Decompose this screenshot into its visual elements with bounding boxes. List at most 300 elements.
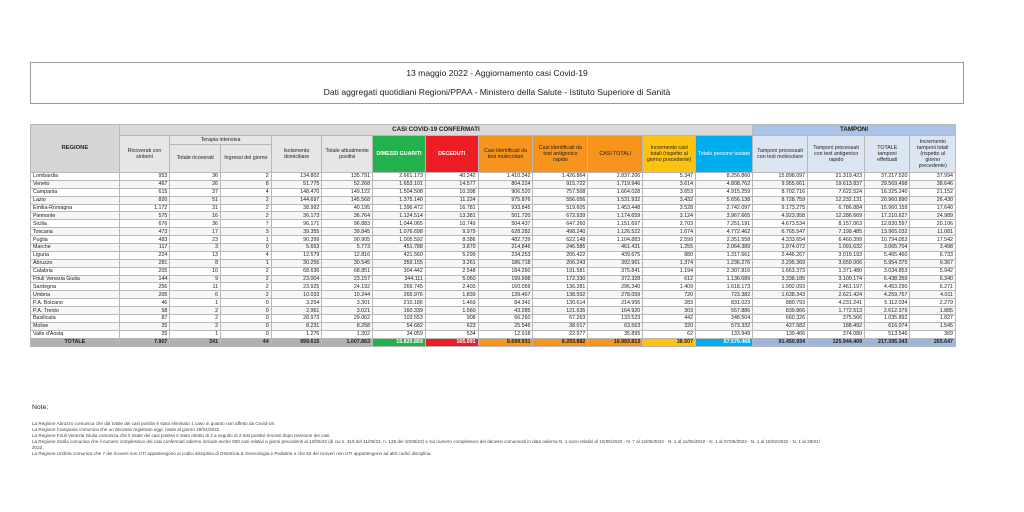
data-cell: 24.192 <box>322 283 373 291</box>
data-cell: 1.992.093 <box>753 283 808 291</box>
data-cell: 1.409 <box>643 283 696 291</box>
data-cell: 265.976 <box>373 291 426 299</box>
data-cell: 534 <box>425 330 478 338</box>
data-cell: 2.961 <box>271 307 322 315</box>
data-cell: 40.242 <box>425 173 478 181</box>
data-cell: 144.697 <box>271 196 322 204</box>
data-cell: 616.074 <box>865 322 910 330</box>
data-cell: 720 <box>643 291 696 299</box>
data-cell: 296.340 <box>588 283 643 291</box>
data-cell: 12.830.597 <box>865 220 910 228</box>
data-cell: 2 <box>170 322 221 330</box>
data-cell: 880.793 <box>753 299 808 307</box>
col-dimessi-guariti-header: DIMESSI GUARITI <box>373 136 426 173</box>
data-cell: 8.258 <box>322 322 373 330</box>
totals-cell: 1.007.863 <box>322 338 373 346</box>
data-cell: 205 <box>119 267 170 275</box>
data-cell: 2.279 <box>910 299 956 307</box>
data-cell: 3.498 <box>910 244 956 252</box>
table-row <box>31 283 956 291</box>
data-cell: 359.155 <box>373 259 426 267</box>
data-cell: 906.520 <box>478 188 533 196</box>
report-subtitle: Dati aggregati quotidiani Regioni/PPAA - Ministero della Salute - Istituto Superiore di Sanità <box>323 87 671 97</box>
data-cell: 344.111 <box>373 275 426 283</box>
data-cell: 672.939 <box>533 212 588 220</box>
data-cell: 63.563 <box>588 322 643 330</box>
region-name-cell: P.A. Bolzano <box>31 299 120 307</box>
data-cell: 3.065.704 <box>865 244 910 252</box>
data-cell: 25 <box>119 322 170 330</box>
col-tamponi-antigenico-header: Tamponi processati con test antigenico rapido <box>808 136 865 173</box>
data-cell: 0 <box>221 322 272 330</box>
data-cell: 1 <box>170 330 221 338</box>
totals-cell: 7.907 <box>119 338 170 346</box>
data-cell: 139.467 <box>478 291 533 299</box>
data-cell: 374.080 <box>808 330 865 338</box>
data-cell: 19.613.837 <box>808 180 865 188</box>
data-cell: 2.403 <box>425 283 478 291</box>
data-cell: 68.636 <box>271 267 322 275</box>
data-cell: 184.260 <box>478 267 533 275</box>
data-cell: 149.122 <box>322 188 373 196</box>
data-cell: 6.340 <box>910 275 956 283</box>
data-cell: 2.621.424 <box>808 291 865 299</box>
data-cell: 14.577 <box>425 180 478 188</box>
data-cell: 17.640 <box>910 204 956 212</box>
data-cell: 36 <box>170 173 221 181</box>
data-cell: 519.605 <box>533 204 588 212</box>
table-row <box>31 180 956 188</box>
data-cell: 2.064.389 <box>696 244 753 252</box>
region-name-cell: Valle d'Aosta <box>31 330 120 338</box>
data-cell: 5.954.375 <box>865 259 910 267</box>
data-cell: 130.614 <box>533 299 588 307</box>
region-name-cell: Piemonte <box>31 212 120 220</box>
data-cell: 2 <box>221 173 272 181</box>
data-cell: 5.060 <box>425 275 478 283</box>
data-cell: 1.531.932 <box>588 196 643 204</box>
col-casi-totali-header: CASI TOTALI <box>588 136 643 173</box>
data-cell: 3.432 <box>643 196 696 204</box>
data-cell: 1 <box>221 236 272 244</box>
data-cell: 1.453.448 <box>588 204 643 212</box>
data-cell: 8.157.063 <box>808 220 865 228</box>
data-cell: 3.261 <box>425 259 478 267</box>
col-attualmente-positivi-header: Totale attualmente positivi <box>322 136 373 173</box>
data-cell: 36.764 <box>322 212 373 220</box>
data-cell: 369 <box>910 330 956 338</box>
data-cell: 224 <box>119 251 170 259</box>
notes-title: Note: <box>32 404 49 411</box>
data-cell: 206.243 <box>533 259 588 267</box>
data-cell: 451.788 <box>373 244 426 252</box>
region-name-cell: Umbria <box>31 291 120 299</box>
data-cell: 676 <box>119 220 170 228</box>
report-title: 13 maggio 2022 - Aggiornamento casi Covid-19 <box>406 68 588 78</box>
data-cell: 269.745 <box>373 283 426 291</box>
data-cell: 8.702.716 <box>753 188 808 196</box>
data-cell: 148.470 <box>271 188 322 196</box>
data-cell: 1.126.522 <box>588 228 643 236</box>
table-body <box>31 173 956 339</box>
data-cell: 1.374 <box>643 259 696 267</box>
data-cell: 136.281 <box>533 283 588 291</box>
table-row <box>31 196 956 204</box>
data-cell: 304.442 <box>373 267 426 275</box>
data-cell: 1.663.373 <box>753 267 808 275</box>
data-cell: 3.124 <box>643 212 696 220</box>
data-cell: 839.866 <box>753 307 808 315</box>
data-cell: 1 <box>170 299 221 307</box>
data-cell: 5.465.460 <box>865 251 910 259</box>
data-cell: 58 <box>119 307 170 315</box>
data-cell: 10 <box>170 267 221 275</box>
data-cell: 17 <box>170 228 221 236</box>
col-incremento-tamponi-header: Incremento tamponi totali (rispetto al giorno precedente) <box>910 136 956 173</box>
totals-cell: 8.699.931 <box>478 338 533 346</box>
data-cell: 628.282 <box>478 228 533 236</box>
data-cell: 4.231.241 <box>808 299 865 307</box>
data-cell: 84.342 <box>478 299 533 307</box>
data-cell: 13.381 <box>425 212 478 220</box>
data-cell: 3.528 <box>643 204 696 212</box>
data-cell: 12.918 <box>478 330 533 338</box>
data-cell: 3.254 <box>271 299 322 307</box>
data-cell: 37.994 <box>910 173 956 181</box>
data-cell: 4 <box>221 188 272 196</box>
data-cell: 20.960.890 <box>865 196 910 204</box>
data-cell: 164.920 <box>588 307 643 315</box>
data-cell: 121.635 <box>533 307 588 315</box>
data-cell: 135.791 <box>322 173 373 181</box>
totals-cell: 217.395.343 <box>865 338 910 346</box>
data-cell: 1.276 <box>271 330 322 338</box>
region-name-cell: Calabria <box>31 267 120 275</box>
data-cell: 1.151.697 <box>588 220 643 228</box>
region-name-cell: Basilicata <box>31 315 120 323</box>
data-cell: 1.076.698 <box>373 228 426 236</box>
table-row <box>31 275 956 283</box>
data-cell: 3.653 <box>643 188 696 196</box>
data-cell: 1.674 <box>643 228 696 236</box>
data-cell: 2 <box>221 212 272 220</box>
data-cell: 1.827 <box>910 315 956 323</box>
totals-cell: 57.570.468 <box>696 338 753 346</box>
data-cell: 29.062 <box>322 315 373 323</box>
data-cell: 0 <box>221 330 272 338</box>
data-cell: 10.398 <box>425 188 478 196</box>
data-cell: 2.461.197 <box>808 283 865 291</box>
data-cell: 2.661.173 <box>373 173 426 181</box>
data-cell: 62 <box>643 330 696 338</box>
data-cell: 3.870 <box>425 244 478 252</box>
data-cell: 205 <box>119 291 170 299</box>
data-cell: 2.307.816 <box>696 267 753 275</box>
data-cell: 3.614 <box>643 180 696 188</box>
table-row <box>31 204 956 212</box>
col-test-antigenico-header: Casi identificati da test antigenico rapido <box>533 136 588 173</box>
data-cell: 348.504 <box>696 315 753 323</box>
data-cell: 442 <box>643 315 696 323</box>
data-cell: 556.056 <box>533 196 588 204</box>
data-cell: 6.733 <box>910 251 956 259</box>
data-cell: 1 <box>221 259 272 267</box>
data-cell: 1.560 <box>425 307 478 315</box>
notes-section <box>32 404 992 456</box>
table-row <box>31 188 956 196</box>
totals-label: TOTALE <box>31 338 120 346</box>
data-cell: 36 <box>170 220 221 228</box>
data-cell: 3.021 <box>322 307 373 315</box>
data-cell: 87 <box>119 315 170 323</box>
data-cell: 1.124.514 <box>373 212 426 220</box>
data-cell: 37.217.520 <box>865 173 910 181</box>
data-cell: 3.100.174 <box>808 275 865 283</box>
region-name-cell: Abruzzo <box>31 259 120 267</box>
data-cell: 11 <box>170 283 221 291</box>
col-ingressi-giorno-header: Ingressi del giorno <box>221 145 272 173</box>
data-cell: 804.224 <box>478 180 533 188</box>
data-cell: 4.333.654 <box>753 236 808 244</box>
data-cell: 3 <box>170 244 221 252</box>
data-cell: 10.749 <box>425 220 478 228</box>
data-cell: 501.720 <box>478 212 533 220</box>
data-cell: 51.775 <box>271 180 322 188</box>
data-cell: 375.566 <box>808 315 865 323</box>
data-cell: 2 <box>221 275 272 283</box>
data-cell: 145.568 <box>322 196 373 204</box>
data-cell: 26.430 <box>910 196 956 204</box>
data-cell: 256 <box>119 283 170 291</box>
data-cell: 5.347 <box>643 173 696 181</box>
data-cell: 28.973 <box>271 315 322 323</box>
data-cell: 513.546 <box>865 330 910 338</box>
data-cell: 25 <box>119 330 170 338</box>
data-cell: 723.382 <box>696 291 753 299</box>
data-cell: 1.504.508 <box>373 188 426 196</box>
totals-cell: 8.293.882 <box>533 338 588 346</box>
region-name-cell: Sicilia <box>31 220 120 228</box>
data-cell: 573.332 <box>696 322 753 330</box>
data-cell: 2.612.379 <box>865 307 910 315</box>
data-cell: 205.422 <box>533 251 588 259</box>
region-name-cell: Emilia-Romagna <box>31 204 120 212</box>
totals-cell: 91.450.934 <box>753 338 808 346</box>
data-cell: 0 <box>221 307 272 315</box>
data-cell: 31 <box>170 204 221 212</box>
data-cell: 38.646 <box>910 180 956 188</box>
data-cell: 660.326 <box>753 315 808 323</box>
data-cell: 3.034.853 <box>865 267 910 275</box>
data-cell: 35.895 <box>588 330 643 338</box>
data-cell: 3.301 <box>322 299 373 307</box>
data-cell: 15.960.159 <box>865 204 910 212</box>
data-cell: 1.885 <box>910 307 956 315</box>
data-cell: 498.240 <box>533 228 588 236</box>
data-cell: 482.739 <box>478 236 533 244</box>
data-cell: 0 <box>221 244 272 252</box>
data-cell: 4.808.762 <box>696 180 753 188</box>
covid-data-table <box>30 124 956 347</box>
table-row <box>31 228 956 236</box>
data-cell: 234.253 <box>478 251 533 259</box>
data-cell: 13 <box>170 251 221 259</box>
data-cell: 17.210.627 <box>865 212 910 220</box>
data-cell: 4.673.534 <box>753 220 808 228</box>
table-row <box>31 244 956 252</box>
data-cell: 8.256.860 <box>696 173 753 181</box>
totals-cell: 38.507 <box>643 338 696 346</box>
note-line: La Regione Campania comunica che un decesso registrato oggi, risale al giorno 29/04/2022. <box>32 426 221 432</box>
totals-cell: 16.993.813 <box>588 338 643 346</box>
data-cell: 10.794.053 <box>865 236 910 244</box>
data-cell: 37 <box>170 188 221 196</box>
data-cell: 23.925 <box>271 283 322 291</box>
table-row <box>31 267 956 275</box>
data-cell: 186.718 <box>478 259 533 267</box>
data-cell: 2.599 <box>643 236 696 244</box>
data-cell: 820 <box>119 196 170 204</box>
terapia-intensiva-group-header: Terapia intensiva <box>170 136 271 145</box>
data-cell: 953 <box>119 173 170 181</box>
data-cell: 12.579 <box>271 251 322 259</box>
data-cell: 320 <box>643 322 696 330</box>
col-isolamento-header: Isolamento domiciliare <box>271 136 322 173</box>
data-cell: 1.091.632 <box>808 244 865 252</box>
col-totale-ricoverati-ti-header: Totale ricoverati <box>170 145 221 173</box>
data-cell: 557.886 <box>696 307 753 315</box>
totals-cell: 125.944.409 <box>808 338 865 346</box>
data-cell: 0 <box>221 315 272 323</box>
data-cell: 623 <box>425 322 478 330</box>
data-cell: 191.581 <box>533 267 588 275</box>
data-cell: 757.508 <box>533 188 588 196</box>
col-test-molecolare-header: Casi identificati da test molecolare <box>478 136 533 173</box>
data-cell: 1.719.946 <box>588 180 643 188</box>
data-cell: 1.174.659 <box>588 212 643 220</box>
tamponi-band: TAMPONI <box>753 125 956 136</box>
data-cell: 23.004 <box>271 275 322 283</box>
region-name-cell: Marche <box>31 244 120 252</box>
data-cell: 23.157 <box>322 275 373 283</box>
data-cell: 6.786.884 <box>808 204 865 212</box>
data-cell: 68.851 <box>322 267 373 275</box>
table-row <box>31 251 956 259</box>
data-cell: 1.375.140 <box>373 196 426 204</box>
data-cell: 10.033 <box>271 291 322 299</box>
note-line: La Regione Friuli Venezia Giulia comunica che il totale dei casi positivi è stato ridotto di 2 a seguito di 2 test positivi rimossi dopo revisione dei casi. <box>32 432 331 438</box>
data-cell: 2.446.267 <box>753 251 808 259</box>
data-cell: 66.260 <box>478 315 533 323</box>
data-cell: 5.773 <box>322 244 373 252</box>
col-totale-tamponi-header: TOTALE tamponi effettuati <box>865 136 910 173</box>
region-column-header: REGIONE <box>31 125 120 173</box>
data-cell: 133.523 <box>588 315 643 323</box>
data-cell: 1.136.089 <box>696 275 753 283</box>
data-cell: 6.765.547 <box>753 228 808 236</box>
data-cell: 5.299 <box>425 251 478 259</box>
data-cell: 4.923.958 <box>753 212 808 220</box>
data-cell: 6.460.399 <box>808 236 865 244</box>
data-cell: 1.317.661 <box>696 251 753 259</box>
data-cell: 1.638.343 <box>753 291 808 299</box>
data-cell: 13.965.032 <box>865 228 910 236</box>
data-cell: 880 <box>643 251 696 259</box>
region-name-cell: Campania <box>31 188 120 196</box>
data-cell: 214.846 <box>478 244 533 252</box>
data-cell: 43.285 <box>478 307 533 315</box>
data-cell: 2.548 <box>425 267 478 275</box>
data-cell: 283 <box>643 299 696 307</box>
data-cell: 21.319.423 <box>808 173 865 181</box>
confirmed-cases-band: CASI COVID-19 CONFERMATI <box>119 125 753 136</box>
data-cell: 473 <box>119 228 170 236</box>
data-cell: 1.618.173 <box>696 283 753 291</box>
table-row <box>31 291 956 299</box>
data-cell: 4.915.259 <box>696 188 753 196</box>
data-cell: 51 <box>170 196 221 204</box>
data-cell: 4.772.462 <box>696 228 753 236</box>
data-cell: 612 <box>643 275 696 283</box>
data-cell: 9.955.661 <box>753 180 808 188</box>
data-cell: 831.023 <box>696 299 753 307</box>
col-ricoverati-header: Ricoverati con sintomi <box>119 136 170 173</box>
totals-cell: 341 <box>170 338 221 346</box>
data-cell: 54.682 <box>373 322 426 330</box>
data-cell: 7.622.524 <box>808 188 865 196</box>
data-cell: 2 <box>170 307 221 315</box>
data-cell: 933.845 <box>478 204 533 212</box>
data-cell: 9.173.275 <box>753 204 808 212</box>
region-name-cell: Toscana <box>31 228 120 236</box>
data-cell: 504.437 <box>478 220 533 228</box>
note-line: La Regione Abruzzo comunica che dal totale dei casi positivi è stato eliminato 1 caso in quanto non affetto da Covid-19. <box>32 421 276 426</box>
data-cell: 12.286.669 <box>808 212 865 220</box>
data-cell: 392.961 <box>588 259 643 267</box>
data-cell: 20.106 <box>910 220 956 228</box>
table-row <box>31 236 956 244</box>
data-cell: 9.367 <box>910 259 956 267</box>
data-cell: 21.152 <box>910 188 956 196</box>
data-cell: 1.426.864 <box>533 173 588 181</box>
data-cell: 188.492 <box>808 322 865 330</box>
data-cell: 26 <box>170 180 221 188</box>
data-cell: 10.244 <box>322 291 373 299</box>
data-cell: 160.059 <box>478 283 533 291</box>
table-row <box>31 259 956 267</box>
data-cell: 303 <box>643 307 696 315</box>
data-cell: 138.592 <box>533 291 588 299</box>
data-cell: 467 <box>119 180 170 188</box>
data-cell: 1.396.472 <box>373 204 426 212</box>
data-cell: 915.722 <box>533 180 588 188</box>
data-cell: 1.653.101 <box>373 180 426 188</box>
data-cell: 1.035.892 <box>865 315 910 323</box>
data-cell: 1.255 <box>643 244 696 252</box>
data-cell: 160.339 <box>373 307 426 315</box>
data-cell: 1.236.276 <box>696 259 753 267</box>
data-cell: 1.005.592 <box>373 236 426 244</box>
region-name-cell: Molise <box>31 322 120 330</box>
data-cell: 575 <box>119 212 170 220</box>
table-row <box>31 315 956 323</box>
data-cell: 24.989 <box>910 212 956 220</box>
data-cell: 6.438.359 <box>865 275 910 283</box>
data-cell: 7.251.191 <box>696 220 753 228</box>
data-cell: 2.351.558 <box>696 236 753 244</box>
data-cell: 4.259.767 <box>865 291 910 299</box>
data-cell: 622.148 <box>533 236 588 244</box>
